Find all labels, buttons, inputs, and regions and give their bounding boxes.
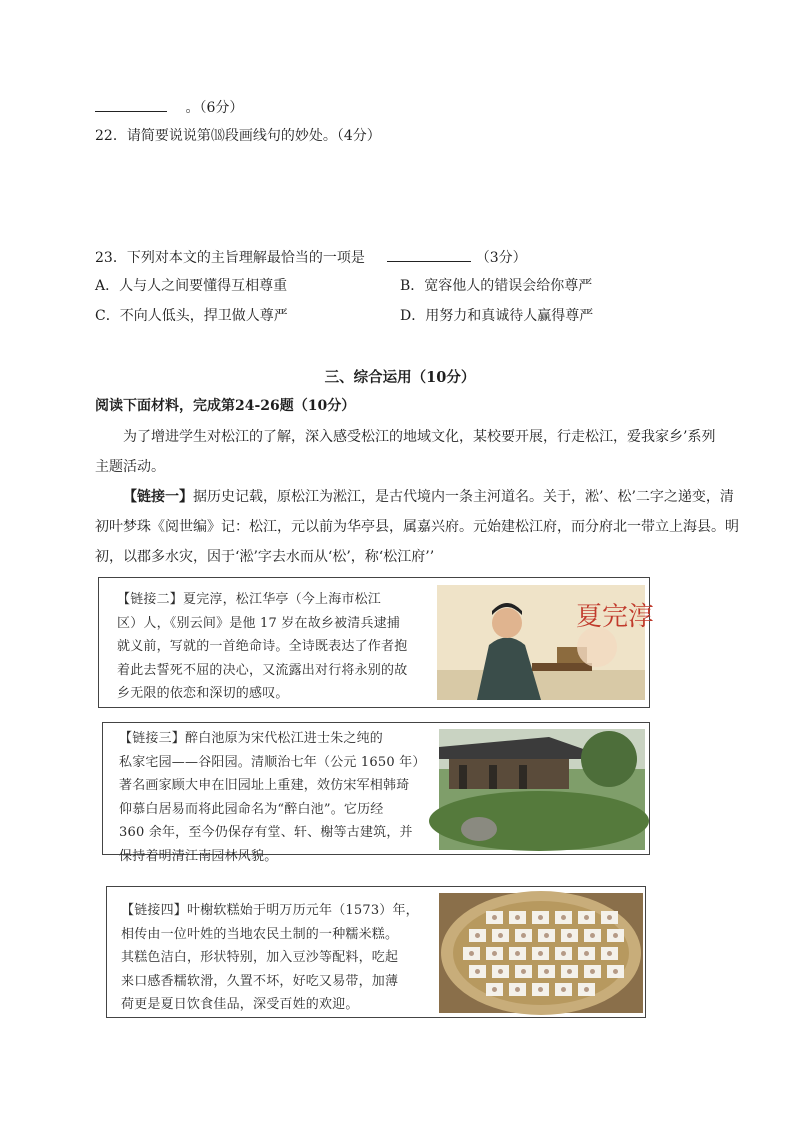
bean-paste-dot xyxy=(613,933,618,938)
bean-paste-dot xyxy=(538,915,543,920)
question-22: 22．请简要说说第⒅段画线句的妙处。（4分） xyxy=(95,128,381,144)
option-d[interactable]: D．用努力和真诚待人赢得尊严 xyxy=(400,308,594,324)
link2-line: 区）人，《别云间》是他 17 岁在故乡被清兵逮捕 xyxy=(117,615,401,631)
bean-paste-dot xyxy=(607,915,612,920)
q21-score: 。（6分） xyxy=(185,100,244,116)
bean-paste-dot xyxy=(521,969,526,974)
bean-paste-dot xyxy=(492,915,497,920)
bean-paste-dot xyxy=(613,969,618,974)
link3-box xyxy=(102,722,650,864)
link3-line: 保持着明清江南园林风貌。 xyxy=(119,848,278,864)
bean-paste-dot xyxy=(590,969,595,974)
link2-line: 乡无限的依恋和深切的感叹。 xyxy=(117,686,289,701)
bean-paste-dot xyxy=(498,969,503,974)
link3-line: 仰慕白居易而将此园命名为“醉白池”。它历经 xyxy=(119,801,384,817)
intro-line: 为了增进学生对松江的了解，深入感受松江的地域文化，某校要开展，行走松江，爱我家乡’系列 xyxy=(123,429,716,445)
link3-line: 著名画家顾大申在旧园址上重建，效仿宋军相韩琦 xyxy=(119,778,410,793)
link2-line: 就义前，写就的一首绝命诗。全诗既表达了作者抱 xyxy=(117,639,408,654)
question-23 xyxy=(95,246,527,268)
link1-text: 初，以郡多水灾，因于‘淞’字去水而从‘松’，称‘松江府’’ xyxy=(95,549,435,565)
option-c[interactable]: C．不向人低头，捍卫做人尊严 xyxy=(95,308,288,324)
bean-paste-dot xyxy=(567,933,572,938)
bean-paste-dot xyxy=(544,969,549,974)
link4-line: 荷更是夏日饮食佳品，深受百姓的欢迎。 xyxy=(121,997,359,1012)
link4-box xyxy=(106,886,646,1018)
garden-image xyxy=(439,729,645,850)
option-a[interactable]: A．人与人之间要懂得互相尊重 xyxy=(95,278,288,294)
bean-paste-dot xyxy=(498,933,503,938)
answer-blank[interactable] xyxy=(387,246,471,262)
link3-line: 360 余年，至今仍保存有堂、轩、榭等古建筑，并 xyxy=(119,825,413,840)
link4-line: 来口感香糯软滑，久置不坏，好吃又易带，加薄 xyxy=(121,973,399,989)
intro-paragraph xyxy=(95,422,715,482)
link3-line: 私家宅园——谷阳园。清顺治七年（公元 1650 年） xyxy=(119,754,426,770)
bean-paste-dot xyxy=(515,951,520,956)
link2-line: 【链接二】夏完淳，松江华亭（今上海市松江 xyxy=(117,592,382,607)
bean-paste-dot xyxy=(584,987,589,992)
bean-paste-dot xyxy=(561,987,566,992)
link2-line: 着此去誓死不屈的决心，又流露出对行将永别的故 xyxy=(117,662,408,678)
portrait-image xyxy=(437,585,655,700)
bean-paste-dot xyxy=(538,951,543,956)
link4-text xyxy=(121,899,441,1017)
bean-paste-dot xyxy=(515,915,520,920)
intro-line: 主题活动。 xyxy=(95,459,165,475)
section-instruction: 阅读下面材料，完成第24-26题（10分） xyxy=(95,398,356,414)
question-23-stem: 23．下列对本文的主旨理解最恰当的一项是 xyxy=(95,250,365,266)
link1-text: 初叶梦珠《阅世编》记：松江，元以前为华亭县，属嘉兴府。元始建松江府，而分府北一带立上海县。明 xyxy=(95,519,739,535)
bean-paste-dot xyxy=(561,915,566,920)
link1-label: 【链接一】 xyxy=(123,489,193,505)
link1-text: 据历史记载，原松江为淞江，是古代境内一条主河道名。关于，淞’、松’二字之递变，清 xyxy=(193,489,734,505)
bean-paste-dot xyxy=(492,951,497,956)
link4-line: 【链接四】叶榭软糕始于明万历元年（1573）年， xyxy=(121,903,419,918)
option-b[interactable]: B．宽容他人的错误会给你尊严 xyxy=(400,278,593,294)
link4-line: 相传由一位叶姓的当地农民土制的一种糯米糕。 xyxy=(121,926,399,942)
bean-paste-dot xyxy=(590,933,595,938)
link3-line: 【链接三】醉白池原为宋代松江进士朱之纯的 xyxy=(119,731,384,746)
bean-paste-dot xyxy=(544,933,549,938)
bean-paste-dot xyxy=(475,969,480,974)
bean-paste-dot xyxy=(475,933,480,938)
bean-paste-dot xyxy=(584,915,589,920)
link1-paragraph xyxy=(95,482,739,572)
link2-text xyxy=(117,588,435,706)
bean-paste-dot xyxy=(538,987,543,992)
link2-box xyxy=(98,577,655,708)
bean-paste-dot xyxy=(521,933,526,938)
q21-answer-line xyxy=(95,96,243,118)
bean-paste-dot xyxy=(607,951,612,956)
bean-paste-dot xyxy=(515,987,520,992)
bean-paste-dot xyxy=(584,951,589,956)
link4-line: 其糕色洁白，形状特别，加入豆沙等配料，吃起 xyxy=(121,950,399,965)
bean-paste-dot xyxy=(561,951,566,956)
section-title: 三、综合运用（10分） xyxy=(324,369,476,386)
question-23-score: （3分） xyxy=(475,250,527,266)
bean-paste-dot xyxy=(492,987,497,992)
portrait-caption-seal: 夏完淳 xyxy=(575,602,655,632)
rice-cake-image xyxy=(439,893,643,1013)
bean-paste-dot xyxy=(469,951,474,956)
link3-text xyxy=(119,727,439,868)
bean-paste-dot xyxy=(567,969,572,974)
answer-blank[interactable] xyxy=(95,96,167,112)
